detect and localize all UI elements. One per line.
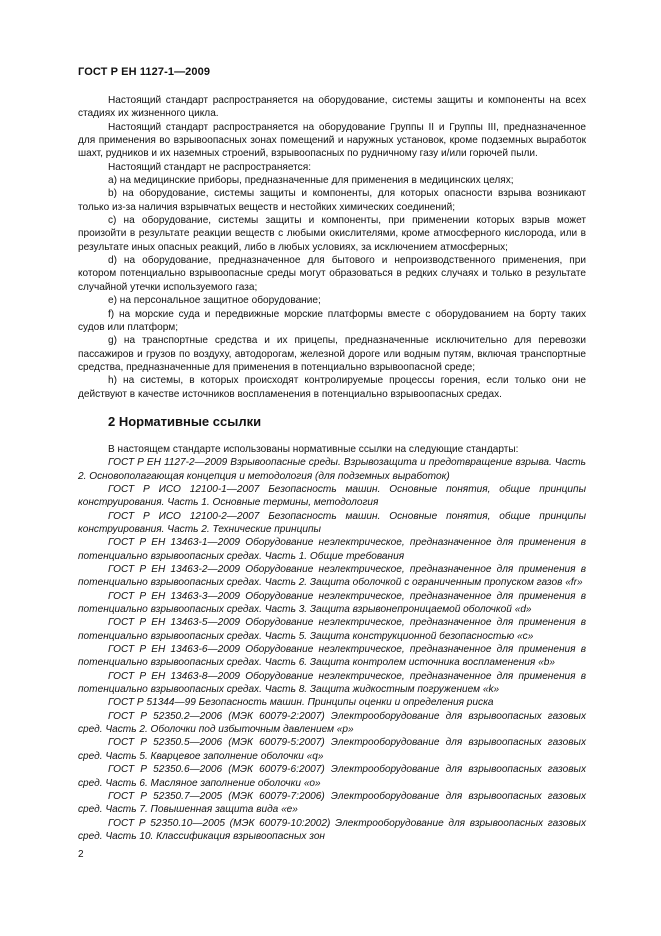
- scope-paragraph: Настоящий стандарт не распространяется:: [108, 161, 311, 173]
- reference-item: ГОСТ Р ЕН 13463-5—2009 Оборудование неэлектрическое, предназначенное для применения в потенциально взрывоопасных средах. Часть 5. Защита конструкционной безопасностью «с»: [78, 617, 586, 642]
- scope-paragraph: Настоящий стандарт распространяется на оборудование Группы II и Группы III, предназначенное для применения во взрывоопасных зонах помещений и наружных установок, кроме подземных выработок шахт, рудников и их наземных строений, взрывоопасных по рудничному газу и/или горючей пыли.: [78, 121, 586, 160]
- reference-item: ГОСТ Р 52350.10—2005 (МЭК 60079-10:2002) Электрооборудование для взрывоопасных газовых сред. Часть 10. Классификация взрывоопасных зон: [78, 817, 586, 842]
- reference-item: ГОСТ Р ИСО 12100-1—2007 Безопасность машин. Основные понятия, общие принципы конструирования. Часть 1. Основные термины, методология: [78, 483, 586, 509]
- exclusion-item-f: f) на морские суда и передвижные морские платформы вместе с оборудованием на борту таких судов или платформ;: [78, 308, 586, 333]
- reference-item: ГОСТ Р 52350.7—2005 (МЭК 60079-7:2006) Электрооборудование для взрывоопасных газовых сред. Часть 7. Повышенная защита вида «е»: [78, 790, 586, 816]
- exclusion-item-h: h) на системы, в которых происходят контролируемые процессы горения, если только они не действуют в качестве источников воспламенения в потенциально взрывоопасных средах.: [78, 375, 586, 400]
- reference-item: ГОСТ Р 52350.6—2006 (МЭК 60079-6:2007) Электрооборудование для взрывоопасных газовых сред. Часть 6. Масляное заполнение оболочки «о»: [78, 764, 586, 789]
- reference-item: ГОСТ Р ИСО 12100-2—2007 Безопасность машин. Основные понятия, общие принципы конструирования. Часть 2. Технические принципы: [78, 510, 586, 535]
- reference-item: ГОСТ Р ЕН 13463-1—2009 Оборудование неэлектрическое, предназначенное для применения в потенциально взрывоопасных средах. Часть 1. Общие требования: [78, 537, 586, 562]
- reference-item: ГОСТ Р ЕН 13463-6—2009 Оборудование неэлектрическое, предназначенное для применения в потенциально взрывоопасных средах. Часть 6. Защита контролем источника воспламенения «b»: [78, 644, 586, 669]
- references-intro: В настоящем стандарте использованы нормативные ссылки на следующие стандарты:: [108, 443, 519, 455]
- reference-item: ГОСТ Р 51344—99 Безопасность машин. Принципы оценки и определения риска: [108, 697, 494, 709]
- page-number: 2: [78, 849, 84, 860]
- exclusion-item-g: g) на транспортные средства и их прицепы, предназначенные исключительно для перевозки пассажиров и грузов по воздуху, автодорогам, железной дороге или водным путям, включая транспортные средства, предназначенные для применения в потенциально взрывоопасной среде;: [78, 335, 586, 373]
- exclusion-item-e: e) на персональное защитное оборудование;: [108, 295, 321, 307]
- reference-item: ГОСТ Р 52350.2—2006 (МЭК 60079-2:2007) Электрооборудование для взрывоопасных газовых сред. Часть 2. Оболочки под избыточным давлением «р»: [78, 710, 586, 736]
- exclusion-item-b: b) на оборудование, системы защиты и компоненты, для которых опасности взрыва возникают только из-за наличия взрывчатых веществ и нестойких химических соединений;: [78, 188, 586, 213]
- section-title: 2 Нормативные ссылки: [108, 413, 262, 429]
- reference-item: ГОСТ Р ЕН 1127-2—2009 Взрывоопасные среды. Взрывозащита и предотвращение взрыва. Часть 2. Основополагающая концепция и методология (для подземных выработок): [78, 457, 586, 482]
- scope-paragraph: Настоящий стандарт распространяется на оборудование, системы защиты и компоненты на всех стадиях их жизненного цикла.: [78, 95, 586, 120]
- exclusion-item-d: d) на оборудование, предназначенное для бытового и непроизводственного применения, при котором потенциально взрывоопасные среды могут образоваться в редких случаях и только в результате случайной утечки используемого газа;: [78, 255, 586, 293]
- exclusion-item-a: a) на медицинские приборы, предназначенные для применения в медицинских целях;: [108, 175, 514, 187]
- reference-item: ГОСТ Р ЕН 13463-2—2009 Оборудование неэлектрическое, предназначенное для применения в потенциально взрывоопасных средах. Часть 2. Защита оболочкой с ограниченным пропуском газов «fr»: [78, 564, 586, 589]
- reference-item: ГОСТ Р 52350.5—2006 (МЭК 60079-5:2007) Электрооборудование для взрывоопасных газовых сред. Часть 5. Кварцевое заполнение оболочки «q»: [78, 737, 586, 762]
- document-header: ГОСТ Р ЕН 1127-1—2009: [78, 66, 211, 78]
- exclusion-item-c: c) на оборудование, системы защиты и компоненты, при применении которых взрыв может произойти в результате реакции веществ с любыми окислителями, кроме атмосферного кислорода, или в результате иных опасных реакций, либо в любых условиях, за исключением атмосферных;: [78, 215, 586, 253]
- document-body: [78, 94, 586, 843]
- reference-item: ГОСТ Р ЕН 13463-8—2009 Оборудование неэлектрическое, предназначенное для применения в потенциально взрывоопасных средах. Часть 8. Защита жидкостным погружением «k»: [78, 670, 586, 696]
- reference-item: ГОСТ Р ЕН 13463-3—2009 Оборудование неэлектрическое, предназначенное для применения в потенциально взрывоопасных средах. Часть 3. Защита взрывонепроницаемой оболочкой «d»: [78, 590, 586, 616]
